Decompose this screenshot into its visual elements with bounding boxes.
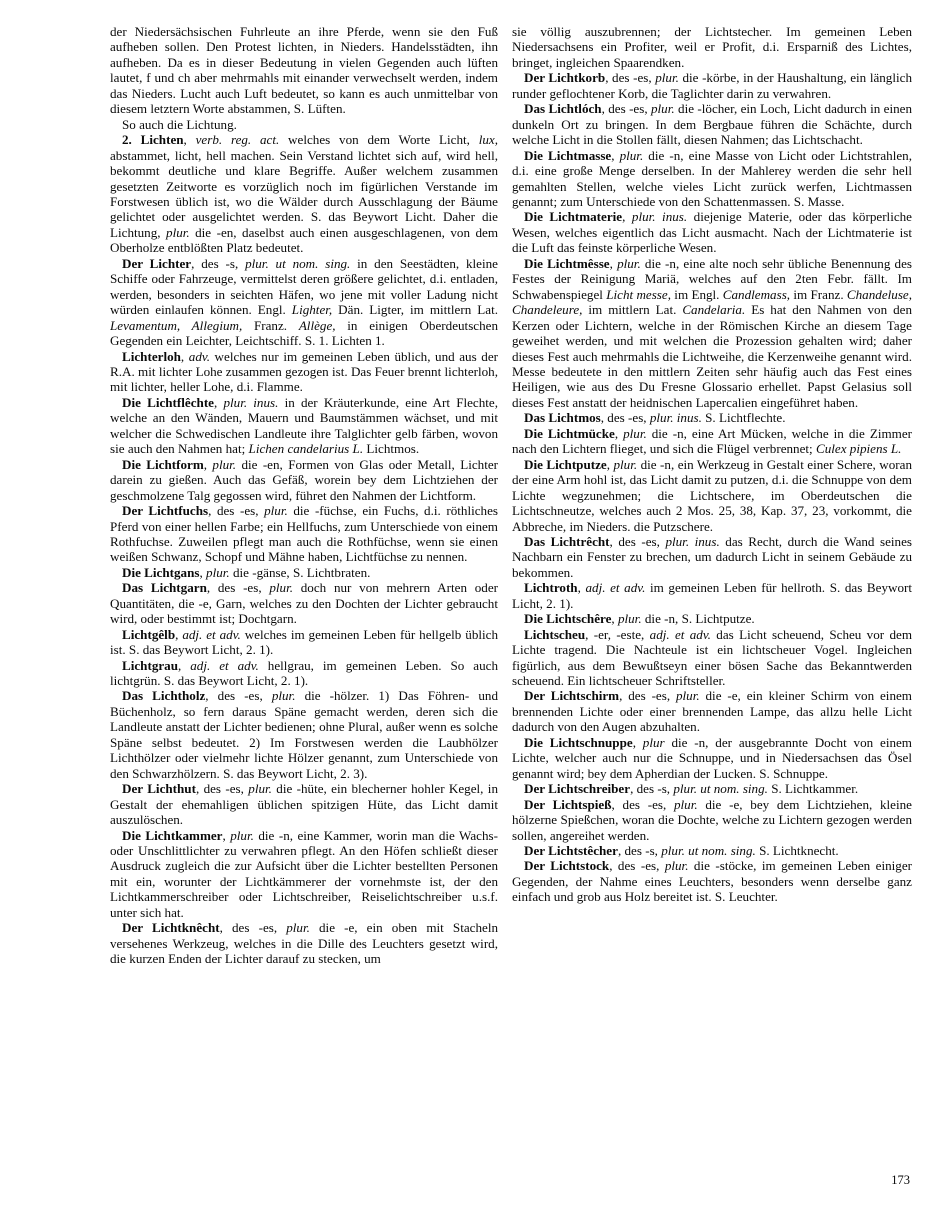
entry-text: , des -es, xyxy=(619,688,676,704)
grammatical-note: plur. ut nom. sing. xyxy=(673,781,768,797)
grammatical-note: plur. inus. xyxy=(631,209,688,225)
dictionary-entry xyxy=(512,148,912,210)
dictionary-entry xyxy=(110,349,498,395)
grammatical-note: plur. xyxy=(664,858,689,874)
entry-text: die -e, ein kleiner Schirm von einem brennenden Lichte oder einer brennenden Lampe, das allzu helle Licht dadurch von den Augen abzuhalten. xyxy=(512,688,912,735)
grammatical-note: adj. et adv. xyxy=(585,580,646,596)
entry-headword: 2. Lichten xyxy=(122,132,184,148)
entry-headword: Der Lichtstêcher xyxy=(524,843,618,859)
entry-text: , des -es, xyxy=(601,101,651,117)
entry-text: , des -es, xyxy=(609,858,665,874)
entry-headword: Der Lichtschreiber xyxy=(524,781,631,797)
dictionary-entry xyxy=(512,797,912,843)
entry-headword: Die Lichtmasse xyxy=(524,147,612,163)
text-column-left xyxy=(110,24,498,1164)
dictionary-entry xyxy=(110,565,498,580)
entry-text: im Engl. xyxy=(671,286,723,302)
dictionary-entry xyxy=(512,101,912,147)
entry-headword: Die Lichtschnuppe xyxy=(524,734,633,750)
entry-text: das Recht, durch die Wand seines Nachbarn ein Fenster zu brechen, um dadurch Licht in seinem Gebäude zu bekommen. xyxy=(512,533,912,580)
entry-text: , xyxy=(614,425,624,441)
entry-text: die -en, Formen von Glas oder Metall, Lichter darein zu gießen. Auch das Gefäß, worein bey dem Lichtziehen der geschmolzene Talg gegossen wird, führet den Nahmen der Lichtform. xyxy=(110,456,498,503)
entry-text: Dän. Ligter, im mittlern Lat. xyxy=(332,302,498,318)
entry-headword: Der Lichtkorb xyxy=(524,70,606,86)
entry-headword: Lichtgêlb xyxy=(122,626,176,642)
grammatical-note: adj. et adv. xyxy=(182,626,241,642)
grammatical-note: plur. xyxy=(206,564,230,580)
grammatical-note: plur. xyxy=(264,503,288,519)
entry-text: die -n, ein Werkzeug in Gestalt einer Schere, woran der eine Arm hohl ist, das Licht damit zu putzen, d.i. die Schnuppe von dem Lichte wegzunehmen; die Lichtschere, im Oberdeutschen die Lichtschneutze, welches auch 2 Mos. 25, 38, Kap. 37, 23, vorkommt, die Abbreche, im Nieders. die Putzschere. xyxy=(512,456,912,534)
dictionary-entry xyxy=(512,781,912,796)
dictionary-entry xyxy=(110,457,498,503)
entry-text: hellgrau, im gemeinen Leben. So auch lichtgrün. S. das Beywort Licht, 2. 1). xyxy=(110,657,498,689)
grammatical-note: plur. xyxy=(617,255,641,271)
entry-text: , des -es, xyxy=(611,796,674,812)
entry-text: , xyxy=(178,657,191,673)
entry-text: sie völlig auszubrennen; der Lichtstecher. Im gemeinen Leben Niedersachsens ein Profiter, weil er Profit, d.i. Ersparniß des Lichtes, bringet, ingleichen Spaarendken. xyxy=(512,24,912,70)
entry-text: die -e, ein oben mit Stacheln versehenes Werkzeug, welches in die Dille des Leuchters gesetzt wird, die kurzen Enden der Lichter darauf zu stecken, um xyxy=(110,920,498,967)
body-paragraph xyxy=(110,117,498,132)
entry-text: , xyxy=(606,456,614,472)
entry-text: , xyxy=(611,147,620,163)
entry-headword: Das Lichtlóch xyxy=(524,101,602,117)
entry-text: , xyxy=(214,394,224,410)
entry-text: die -hölzer. 1) Das Föhren- und Büchenholz, so fern daraus Späne gemacht werden, deren sich die Landleute anstatt der Lichter bedienen; ohne Plural, außer wenn es solche Späne selbst bedeutet. 2) Im Forstwesen werden die Laubhölzer Lichthölzer oder vielmehr lichte Hölzer genannt, zum Unterschiede von den Schwarzhölzern. S. das Beywort Licht, 2. 3). xyxy=(110,688,498,781)
entry-text: , xyxy=(183,132,196,148)
entry-text: das Licht scheuend, Scheu vor dem Lichte tragend. Die Nachteule ist ein lichtscheuer Vogel. Ingleichen figürlich, aus dem Bewußtseyn einer bösen Sache das Bekanntwerden scheuend. Ein lichtscheuer Schriftsteller. xyxy=(512,626,912,689)
entry-text: die -füchse, ein Fuchs, d.i. röthliches Pferd von einer hellen Farbe; ein Hellfuchs, zum Unterschiede von einem Rothfuchse. Zuweilen pflegt man auch die Rothfüchse, wenn sie einen weißen Schwanz, Schopf und Mähne haben, Lichtfüchse zu nennen. xyxy=(110,503,498,565)
grammatical-note: lux, xyxy=(478,132,498,148)
grammatical-note: Levamentum, Allegium, xyxy=(110,317,243,333)
entry-text: , des -es, xyxy=(605,70,656,86)
entry-text: die -hüte, ein blecherner hohler Kegel, in Gestalt der ehemahligen üblichen spitzigen Hüte, das Licht damit auszulöschen. xyxy=(110,781,498,828)
grammatical-note: Chandeluse, Chandeleure, xyxy=(512,286,912,318)
grammatical-note: plur. xyxy=(651,101,675,117)
entry-text: , des -s, xyxy=(630,781,674,797)
grammatical-note: plur. inus. xyxy=(223,394,279,410)
dictionary-entry xyxy=(110,920,498,966)
grammatical-note: plur. xyxy=(617,611,642,627)
entry-text: die -e, bey dem Lichtziehen, kleine hölzerne Spießchen, woran die Dochte, welche zu Lichtern gezogen werden sollen, angereihet werden. xyxy=(512,796,912,843)
dictionary-entry xyxy=(110,781,498,827)
grammatical-note: adj. et adv. xyxy=(649,626,711,642)
dictionary-entry xyxy=(512,611,912,626)
entry-text: , xyxy=(222,827,231,843)
grammatical-note: plur. xyxy=(675,688,700,704)
entry-text: , xyxy=(577,580,586,596)
grammatical-note: plur xyxy=(642,734,665,750)
entry-text: , des -s, xyxy=(617,843,662,859)
entry-headword: Das Lichtrêcht xyxy=(524,533,610,549)
text-column-right xyxy=(512,24,912,1164)
dictionary-entry xyxy=(512,426,912,457)
grammatical-note: verb. reg. act. xyxy=(195,132,280,148)
entry-text: der Niedersächsischen Fuhrleute an ihre Pferde, wenn sie den Fuß aufheben sollen. Den Protest lichten, in Nieders. Handelsstädten, ihn aufheben. Da es in dieser Bedeutung in vielen Gegenden auch lüften lautet, f und ch aber mehrmahls mit einander verwechselt werden, indem das Nieders. Lucht auch Luft bedeutet, so kann es auch unmittelbar von diesem letztern Worte abstammen, S. Lüften. xyxy=(110,24,498,117)
entry-headword: Die Lichtputze xyxy=(524,456,607,472)
entry-headword: Die Lichtkammer xyxy=(122,827,223,843)
entry-text: S. Lichtknecht. xyxy=(755,843,839,859)
entry-text: in den Seestädten, kleine Schiffe oder Fahrzeuge, vermittelst deren größere gelichtet, d.i. entladen, werden, besonders in seichten Häfen, wo jene mit voller Ladung nicht würden einlaufen können. Engl. xyxy=(110,255,498,318)
entry-text: in einigen Oberdeutschen Gegenden ein Leichter, Leichtschiff. S. 1. Lichten 1. xyxy=(110,317,498,349)
entry-text: , des -es, xyxy=(609,533,666,549)
grammatical-note: plur. xyxy=(619,147,644,163)
dictionary-entry xyxy=(512,843,912,858)
grammatical-note: plur. inus. xyxy=(649,410,702,426)
entry-text: die -gänse, S. Lichtbraten. xyxy=(229,564,371,580)
entry-headword: Der Lichtknêcht xyxy=(122,920,220,936)
entry-text: die -n, eine Kammer, worin man die Wachs- oder Unschlittlichter zu verwahren pflegt. An den Höfen schließt dieser Ausdruck zugleich die zur Aufsicht über die Lichter bestellten Personen mit ein, worunter der Lichtkämmerer der vornehmste ist, der den Lichtkammerschreiber oder Lichtschreiber, Reiselichtschreiber u.s.f. unter sich hat. xyxy=(110,827,498,920)
dictionary-entry xyxy=(512,858,912,904)
dictionary-entry xyxy=(512,209,912,255)
entry-headword: Der Lichtschirm xyxy=(524,688,620,704)
entry-text: , -er, -este, xyxy=(585,626,650,642)
entry-headword: Lichtscheu xyxy=(524,626,586,642)
dictionary-entry xyxy=(110,828,498,921)
grammatical-note: plur. xyxy=(655,70,679,86)
entry-text: doch nur von mehrern Arten oder Quantitäten, die -e, Garn, welches zu den Dochten der Lichter gebraucht wird, oder bestimmt ist; Dochtgarn. xyxy=(110,580,498,627)
entry-text: die -en, daselbst auch einen ausgeschlagenen, von dem Oberholze entblößten Platz bedeutet. xyxy=(110,224,498,256)
dictionary-entry xyxy=(110,688,498,781)
dictionary-entry xyxy=(512,580,912,611)
dictionary-entry xyxy=(512,256,912,411)
entry-text: die -löcher, ein Loch, Licht dadurch in einen dunkeln Ort zu bringen. In dem Bergbaue führen die Schächte, durch welche Licht in die Stollen fällt, diesen Nahmen; das Lichtschacht. xyxy=(512,101,912,148)
entry-text: , des -es, xyxy=(205,688,272,704)
entry-text: im gemeinen Leben für hellroth. S. das Beywort Licht, 2. 1). xyxy=(512,580,912,611)
dictionary-entry xyxy=(110,580,498,626)
grammatical-note: plur. xyxy=(673,796,698,812)
entry-text: die -körbe, in der Haushaltung, ein länglich runder geflochtener Korb, die Taglichter darin zu verwahren. xyxy=(512,70,912,101)
entry-text: welches im gemeinen Leben für hellgelb üblich ist. S. das Beywort Licht, 2. 1). xyxy=(110,626,498,658)
grammatical-note: plur. xyxy=(286,920,310,936)
grammatical-note: plur. xyxy=(271,688,296,704)
entry-text: Lichtmos. xyxy=(363,441,420,457)
grammatical-note: plur. ut nom. sing. xyxy=(245,255,351,271)
grammatical-note: plur. ut nom. sing. xyxy=(661,843,756,859)
grammatical-note: Lighter, xyxy=(291,302,333,318)
entry-headword: Die Lichtmaterie xyxy=(524,209,623,225)
entry-headword: Der Lichtfuchs xyxy=(122,503,209,519)
entry-text: S. Lichtflechte. xyxy=(701,410,786,426)
entry-text: die -n, eine Masse von Licht oder Lichtstrahlen, d.i. eine große Menge derselben. In der Mahlerey werden die sehr hell gemahlten Stellen, welche vieles Licht zurück werfen, Lichtmassen genannt; zum Unterschiede von den Schattenmassen. S. Masse. xyxy=(512,147,912,209)
entry-text: , des -es, xyxy=(208,503,265,519)
entry-headword: Der Lichtstock xyxy=(524,858,610,874)
entry-text: , xyxy=(180,348,189,364)
entry-text: , xyxy=(611,611,618,627)
grammatical-note: plur. xyxy=(230,827,254,843)
entry-headword: Lichtroth xyxy=(524,580,578,596)
entry-headword: Die Lichtschêre xyxy=(524,611,612,627)
grammatical-note: Culex pipiens L. xyxy=(815,441,902,457)
entry-headword: Der Lichtspieß xyxy=(524,796,612,812)
entry-text: S. Lichtkammer. xyxy=(767,781,859,797)
grammatical-note: plur. xyxy=(166,224,190,240)
entry-text: So auch die Lichtung. xyxy=(122,116,237,132)
entry-text: die -stöcke, im gemeinen Leben einiger Gegenden, der Nahme eines Leuchters, besonders wenn derselbe ganz einfach und grob aus Holz bereitet ist. S. Leuchter. xyxy=(512,858,912,905)
entry-headword: Lichterloh xyxy=(122,348,181,364)
dictionary-entry xyxy=(110,658,498,689)
grammatical-note: plur. xyxy=(212,456,237,472)
entry-headword: Das Lichtgarn xyxy=(122,580,207,596)
entry-text: , des -es, xyxy=(600,410,650,426)
entry-text: Es hat den Nahmen von den Kerzen oder Lichtern, welche in der Römischen Kirche an diesem Tage geweihet werden, und mit welchen die Prozession gehalten wird; daher dieses Fest auch mehrmahls die Lichtweihe, die Kerzenweihe genannt wird. Messe bedeutete in den mittlern Zeiten sehr häufig auch das Fest eines Heiligen, wie aus des Du Fresne Glossario erhellet. Papst Gelasius soll dieses Fest anstatt der heidnischen Lapercalien eingeführet haben. xyxy=(512,302,912,410)
entry-text: im Franz. xyxy=(790,286,847,302)
entry-text: in der Kräuterkunde, eine Art Flechte, welche an den Wänden, Mauern und Baumstämmen wächset, und mit welcher die Schwedischen Landleute ihre Talglichter gelb färben, wovon sie auch den Nahmen hat; xyxy=(110,394,498,457)
dictionary-entry xyxy=(512,534,912,580)
entry-headword: Die Lichtflêchte xyxy=(122,394,214,410)
entry-text: , xyxy=(609,255,618,271)
entry-text: im mittlern Lat. xyxy=(582,302,683,318)
dictionary-entry xyxy=(110,395,498,457)
entry-text: , xyxy=(632,734,643,750)
grammatical-note: adj. et adv. xyxy=(190,657,259,673)
body-paragraph xyxy=(512,24,912,70)
entry-headword: Die Lichtmêsse xyxy=(524,255,610,271)
entry-headword: Das Lichtholz xyxy=(122,688,206,704)
grammatical-note: Lichen candelarius L. xyxy=(248,441,364,457)
entry-text: , des -s, xyxy=(191,255,246,271)
grammatical-note: Licht messe, xyxy=(606,286,671,302)
entry-text: abstammet, licht, hell machen. Sein Verstand lichtet sich auf, wird hell, bekommt deutliche und klare Begriffe. Außer welchem zusammen gesetzten Zeitworte es vorzüglich noch im figürlichen Verstande im Forstwesen üblich ist, wo die Wälder durch Ausschlagung der Bäume gelichtet oder ausgelichtet werden. S. das Beywort Licht. Daher die Lichtung, xyxy=(110,147,498,240)
entry-headword: Lichtgrau xyxy=(122,657,179,673)
body-paragraph xyxy=(110,24,498,117)
entry-text: , xyxy=(175,626,183,642)
entry-text: welches von dem Worte Licht, xyxy=(279,132,479,148)
entry-text: Franz. xyxy=(242,317,299,333)
entry-text: die -n, eine alte noch sehr übliche Benennung des Festes der Reinigung Mariä, welches auf den 2ten Febr. fällt. Im Schwabenspiegel xyxy=(512,255,912,302)
entry-headword: Die Lichtgans xyxy=(122,564,200,580)
grammatical-note: plur. xyxy=(269,580,294,596)
entry-headword: Das Lichtmos xyxy=(524,410,601,426)
dictionary-entry xyxy=(512,457,912,534)
page-number: 173 xyxy=(891,1173,910,1187)
grammatical-note: Allège, xyxy=(298,317,336,333)
entry-text: die -n, eine Art Mücken, welche in die Zimmer nach den Lichtern flieget, und sich die Flügel verbrennet; xyxy=(512,425,912,457)
entry-text: die -n, S. Lichtputze. xyxy=(641,611,755,627)
dictionary-entry xyxy=(110,627,498,658)
entry-headword: Die Lichtform xyxy=(122,456,204,472)
entry-headword: Der Lichter xyxy=(122,255,192,271)
entry-text: , xyxy=(199,564,207,580)
grammatical-note: Candlemass, xyxy=(722,286,791,302)
grammatical-note: plur. xyxy=(623,425,647,441)
page-columns xyxy=(110,24,912,1164)
dictionary-entry xyxy=(110,503,498,565)
grammatical-note: Candelaria. xyxy=(682,302,746,318)
entry-headword: Die Lichtmücke xyxy=(524,425,615,441)
grammatical-note: plur. inus. xyxy=(665,533,720,549)
dictionary-entry xyxy=(110,132,498,256)
entry-text: , des -es, xyxy=(195,781,249,797)
entry-text: , xyxy=(203,456,213,472)
entry-text: diejenige Materie, oder das körperliche Wesen, welches eigentlich das Licht ausmacht. Nach der Lichtmaterie ist die Luft das feinste körperliche Wesen. xyxy=(512,209,912,256)
entry-text: , des -es, xyxy=(206,580,270,596)
entry-text: die -n, der ausgebrannte Docht von einem Lichte, welcher auch nur die Schnuppe, und in Niedersachsen das Ösel genannt wird; bey dem Apherdian der Lucken. S. Schnuppe. xyxy=(512,734,912,781)
entry-text: , des -es, xyxy=(219,920,287,936)
dictionary-entry xyxy=(512,688,912,734)
dictionary-entry xyxy=(512,70,912,101)
entry-text: welches nur im gemeinen Leben üblich, und aus der R.A. mit lichter Lohe zusammen gezogen ist. Das Feuer brennt lichterloh, mit lichter, heller Lohe, d.i. Flamme. xyxy=(110,348,498,395)
dictionary-entry xyxy=(110,256,498,349)
dictionary-entry xyxy=(512,627,912,689)
grammatical-note: adv. xyxy=(188,348,210,364)
entry-text: , xyxy=(622,209,632,225)
grammatical-note: plur. xyxy=(248,781,272,797)
dictionary-entry xyxy=(512,410,912,425)
entry-headword: Der Lichthut xyxy=(122,781,196,797)
grammatical-note: plur. xyxy=(613,456,638,472)
dictionary-entry xyxy=(512,735,912,781)
